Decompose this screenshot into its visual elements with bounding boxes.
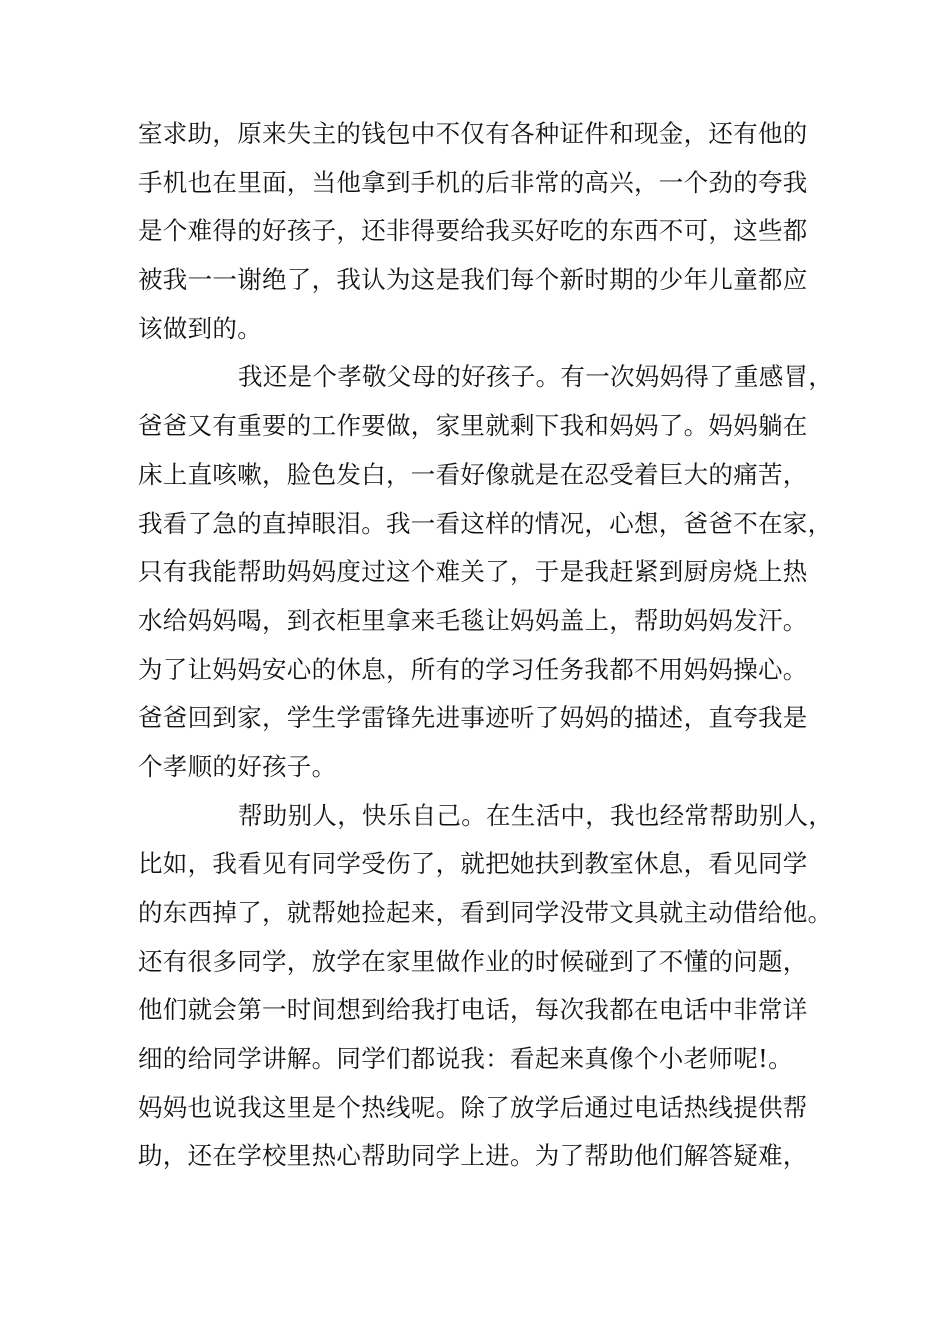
text-line: 该做到的。	[138, 313, 262, 343]
text-line: 我看了急的直掉眼泪。我一看这样的情况，心想，爸爸不在家，	[138, 508, 833, 538]
text-line: 是个难得的好孩子，还非得要给我买好吃的东西不可，这些都	[138, 216, 808, 246]
text-line: 室求助，原来失主的钱包中不仅有各种证件和现金，还有他的	[138, 119, 808, 148]
text-line: 比如，我看见有同学受伤了，就把她扶到教室休息，看见同学	[138, 849, 808, 879]
paragraph-first-line: 我还是个孝敬父母的好孩子。有一次妈妈得了重感冒，	[238, 362, 834, 392]
text-line: 妈妈也说我这里是个热线呢。除了放学后通过电话热线提供帮	[138, 1092, 808, 1122]
text-line: 被我一一谢绝了，我认为这是我们每个新时期的少年儿童都应	[138, 265, 808, 295]
text-line: 细的给同学讲解。同学们都说我：看起来真像个小老师呢!。	[138, 1044, 793, 1074]
text-line: 手机也在里面，当他拿到手机的后非常的高兴，一个劲的夸我	[138, 167, 808, 197]
paragraph-first-line: 帮助别人，快乐自己。在生活中，我也经常帮助别人，	[238, 800, 834, 830]
text-line: 只有我能帮助妈妈度过这个难关了，于是我赶紧到厨房烧上热	[138, 557, 808, 587]
text-line: 助，还在学校里热心帮助同学上进。为了帮助他们解答疑难，	[138, 1141, 808, 1171]
text-line: 个孝顺的好孩子。	[138, 751, 337, 781]
text-line: 水给妈妈喝，到衣柜里拿来毛毯让妈妈盖上，帮助妈妈发汗。	[138, 605, 808, 635]
text-line: 他们就会第一时间想到给我打电话，每次我都在电话中非常详	[138, 995, 808, 1025]
text-line: 还有很多同学，放学在家里做作业的时候碰到了不懂的问题，	[138, 946, 808, 976]
text-line: 的东西掉了，就帮她捡起来，看到同学没带文具就主动借给他。	[138, 898, 833, 927]
text-line: 为了让妈妈安心的休息，所有的学习任务我都不用妈妈操心。	[138, 654, 808, 684]
document-body	[138, 110, 850, 1181]
text-line: 爸爸又有重要的工作要做，家里就剩下我和妈妈了。妈妈躺在	[138, 411, 808, 441]
text-line: 爸爸回到家，学生学雷锋先进事迹听了妈妈的描述，直夸我是	[138, 703, 808, 733]
text-line: 床上直咳嗽，脸色发白，一看好像就是在忍受着巨大的痛苦，	[138, 459, 808, 489]
